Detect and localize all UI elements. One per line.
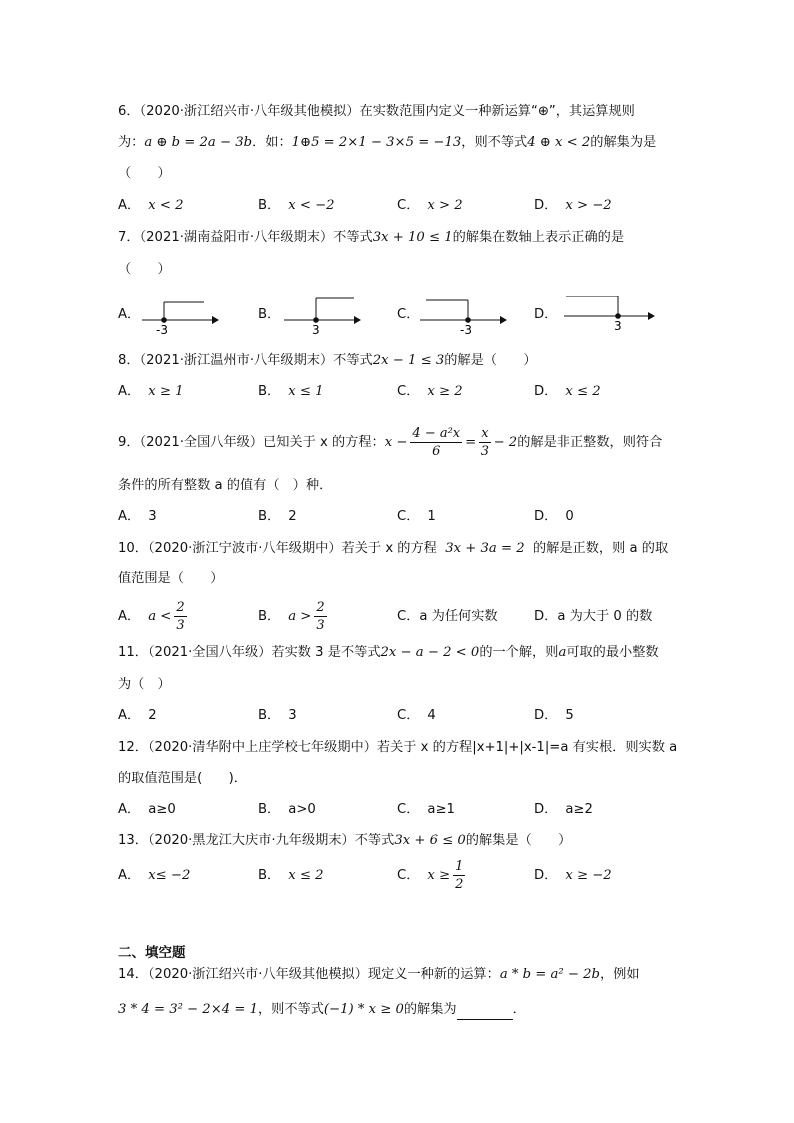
q10-line1 bbox=[118, 539, 668, 559]
q8-line1 bbox=[118, 351, 537, 371]
option-key: A． bbox=[118, 868, 141, 883]
numerator: x bbox=[481, 425, 489, 441]
q9-equals: = bbox=[465, 435, 477, 450]
option-key: C． bbox=[397, 198, 420, 213]
denominator: 3 bbox=[316, 617, 325, 633]
option-value: 3 bbox=[148, 509, 157, 524]
q14-text: ，则不等式 bbox=[257, 1002, 324, 1017]
option-value: a < bbox=[148, 609, 172, 624]
option-value: x ≤ 2 bbox=[288, 868, 324, 883]
q13-option-b[interactable] bbox=[258, 856, 324, 896]
option-value: x > −2 bbox=[565, 198, 612, 213]
q6-text: ．如： bbox=[252, 135, 292, 150]
q11-options bbox=[118, 706, 678, 726]
q11-option-d[interactable] bbox=[534, 706, 574, 726]
q13-option-d[interactable] bbox=[534, 856, 612, 896]
q7-d-tick-label: 3 bbox=[614, 319, 622, 333]
option-key: C． bbox=[397, 868, 420, 883]
q10-equation: 3x + 3a = 2 bbox=[445, 541, 525, 556]
option-value: 5 bbox=[565, 708, 574, 723]
q13-line1 bbox=[118, 831, 571, 851]
option-key: B． bbox=[258, 708, 281, 723]
q11-text: 可取的最小整数 bbox=[566, 645, 659, 660]
option-key: C． bbox=[397, 509, 420, 524]
option-key: A． bbox=[118, 509, 141, 524]
q6-option-c[interactable] bbox=[397, 196, 463, 216]
q10-option-d[interactable]: D．a 为大于 0 的数 bbox=[534, 609, 653, 624]
option-key: D． bbox=[534, 509, 558, 524]
q14-inequality: (−1) * x ≥ 0 bbox=[323, 1002, 404, 1017]
q8-option-c[interactable] bbox=[397, 382, 463, 402]
q10-b-fraction bbox=[314, 599, 326, 634]
q7-a-tick-label: -3 bbox=[156, 323, 168, 336]
q9-text: 9．（2021·全国八年级）已知关于 x 的方程： bbox=[118, 435, 385, 450]
option-value: 2 bbox=[148, 708, 157, 723]
q12-line2: 的取值范围是( )． bbox=[118, 771, 247, 786]
option-value: 2 bbox=[288, 509, 297, 524]
option-value: x ≤ 1 bbox=[288, 384, 324, 399]
q11-variable: a bbox=[558, 645, 567, 660]
option-key: A． bbox=[118, 708, 141, 723]
q9-line2: 条件的所有整数 a 的值有（ ）种． bbox=[118, 478, 333, 493]
q11-option-b[interactable] bbox=[258, 706, 297, 726]
q12-option-a[interactable] bbox=[118, 800, 176, 820]
numerator: 4 − a²x bbox=[412, 425, 461, 441]
q13-c-fraction bbox=[453, 858, 465, 893]
option-key: D． bbox=[534, 198, 558, 213]
q12-option-b[interactable] bbox=[258, 800, 316, 820]
option-value: x < 2 bbox=[148, 198, 184, 213]
q7-number-line-c bbox=[418, 296, 510, 336]
q10-option-c[interactable]: C．a 为任何实数 bbox=[397, 609, 498, 624]
q6-text: 为： bbox=[118, 135, 145, 150]
q14-example: 3 * 4 = 3² − 2×4 = 1 bbox=[118, 1002, 258, 1017]
q9-option-a[interactable] bbox=[118, 507, 157, 527]
q6-option-b[interactable] bbox=[258, 196, 335, 216]
q6-inequality: 4 ⊕ x < 2 bbox=[527, 135, 591, 150]
q11-option-c[interactable] bbox=[397, 706, 436, 726]
q6-text: 的解集为是 bbox=[590, 135, 657, 150]
q12-options bbox=[118, 800, 678, 820]
q7-number-line-d bbox=[562, 296, 658, 336]
q9-line1 bbox=[118, 424, 662, 462]
q6-options bbox=[118, 196, 678, 216]
option-value: 0 bbox=[565, 509, 574, 524]
option-value: x ≥ 1 bbox=[148, 384, 184, 399]
option-value: 1 bbox=[427, 509, 436, 524]
q7-inequality: 3x + 10 ≤ 1 bbox=[372, 230, 453, 245]
q8-option-b[interactable] bbox=[258, 382, 324, 402]
q13-option-a[interactable] bbox=[118, 856, 190, 896]
q10-line2: 值范围是（ ） bbox=[118, 571, 224, 586]
option-key: B． bbox=[258, 384, 281, 399]
q6-option-a[interactable] bbox=[118, 196, 183, 216]
option-key: C． bbox=[397, 708, 420, 723]
q14-period: ． bbox=[512, 1002, 526, 1017]
q9-option-d[interactable] bbox=[534, 507, 574, 527]
q7-text: 的解集在数轴上表示正确的是 bbox=[452, 230, 625, 245]
q10-text: 的解是正数，则 a 的取 bbox=[533, 541, 669, 556]
option-key: D． bbox=[534, 384, 558, 399]
option-value: a≥0 bbox=[148, 802, 176, 817]
option-key: B． bbox=[258, 198, 281, 213]
option-key: A． bbox=[118, 802, 141, 817]
q8-option-d[interactable] bbox=[534, 382, 601, 402]
q6-option-d[interactable] bbox=[534, 196, 612, 216]
q14-text: 14．（2020·浙江绍兴市·八年级其他模拟）现定义一种新的运算： bbox=[118, 967, 500, 982]
option-value: x ≥ bbox=[427, 868, 451, 883]
option-key: B． bbox=[258, 509, 281, 524]
q13-text: 的解集是（ ） bbox=[465, 833, 572, 848]
q11-line2: 为（ ） bbox=[118, 677, 171, 692]
q6-example: 1⊕5 = 2×1 − 3×5 = −13 bbox=[291, 135, 462, 150]
q8-text: 的解是（ ） bbox=[444, 353, 537, 368]
q14-definition: a * b = a² − 2b bbox=[499, 967, 600, 982]
option-value: 4 bbox=[427, 708, 436, 723]
q7-c-tick-label: -3 bbox=[460, 323, 472, 336]
q14-line2 bbox=[118, 1000, 526, 1020]
option-key: B． bbox=[258, 868, 281, 883]
q10-text: 10．（2020·浙江宁波市·八年级期中）若关于 x 的方程 bbox=[118, 541, 437, 556]
q9-option-c[interactable] bbox=[397, 507, 436, 527]
option-value: x > 2 bbox=[427, 198, 463, 213]
q14-line1 bbox=[118, 965, 640, 985]
option-value: a≥1 bbox=[427, 802, 455, 817]
q12-option-c[interactable] bbox=[397, 800, 455, 820]
q12-line1: 12．（2020·清华附中上庄学校七年级期中）若关于 x 的方程|x+1|+|x-1|=a 有实根．则实数 a bbox=[118, 740, 678, 755]
option-key: A． bbox=[118, 384, 141, 399]
q8-text: 8．（2021·浙江温州市·八年级期末）不等式 bbox=[118, 353, 373, 368]
q14-text: 的解集为 bbox=[403, 1002, 457, 1017]
q13-text: 13．（2020·黑龙江大庆市·九年级期末）不等式 bbox=[118, 833, 395, 848]
option-key: D． bbox=[534, 802, 558, 817]
q9-text: 的解是非正整数，则符合 bbox=[517, 435, 663, 450]
option-key: D． bbox=[534, 307, 558, 322]
option-key: B． bbox=[258, 307, 281, 322]
numerator: 1 bbox=[455, 858, 464, 874]
q6-line2 bbox=[118, 133, 656, 153]
option-key: A． bbox=[118, 609, 141, 624]
q11-inequality: 2x − a − 2 < 0 bbox=[380, 645, 480, 660]
option-value: a>0 bbox=[288, 802, 316, 817]
q11-text: 11．（2021·全国八年级）若实数 3 是不等式 bbox=[118, 645, 381, 660]
q9-option-b[interactable] bbox=[258, 507, 297, 527]
denominator: 3 bbox=[176, 617, 185, 633]
q9-eq-part: − 2 bbox=[493, 435, 518, 450]
q7-answer-paren: （ ） bbox=[118, 262, 171, 277]
q11-text: 的一个解，则 bbox=[479, 645, 559, 660]
q8-inequality: 2x − 1 ≤ 3 bbox=[372, 353, 445, 368]
option-key: B． bbox=[258, 609, 281, 624]
option-value: x≤ −2 bbox=[148, 868, 191, 883]
q6-answer-paren: （ ） bbox=[118, 166, 171, 181]
option-key: B． bbox=[258, 802, 281, 817]
q7-text: 7．（2021·湖南益阳市·八年级期末）不等式 bbox=[118, 230, 373, 245]
option-key: D． bbox=[534, 708, 558, 723]
q14-answer-blank[interactable] bbox=[457, 1005, 513, 1020]
q13-option-c[interactable] bbox=[397, 856, 468, 896]
q11-option-a[interactable] bbox=[118, 706, 157, 726]
q8-options bbox=[118, 382, 678, 402]
q6-rule: a ⊕ b = 2a − 3b bbox=[144, 135, 253, 150]
q7-number-line-b bbox=[282, 296, 364, 336]
q10-option-b[interactable] bbox=[258, 597, 330, 637]
q14-text: ，例如 bbox=[599, 967, 640, 982]
q6-stem: 6．（2020·浙江绍兴市·八年级其他模拟）在实数范围内定义一种新运算“⊕”，其运算规则 bbox=[118, 104, 635, 119]
q10-options bbox=[118, 597, 678, 637]
q7-line1 bbox=[118, 228, 624, 248]
q10-option-a[interactable] bbox=[118, 597, 190, 637]
q12-option-d[interactable] bbox=[534, 800, 593, 820]
q13-options bbox=[118, 856, 678, 896]
q11-line1 bbox=[118, 643, 659, 663]
q7-number-line-a bbox=[140, 296, 222, 336]
section-heading: 二、填空题 bbox=[118, 945, 186, 961]
denominator: 2 bbox=[455, 876, 464, 892]
q13-inequality: 3x + 6 ≤ 0 bbox=[394, 833, 466, 848]
q10-a-fraction bbox=[174, 599, 186, 634]
option-key: C． bbox=[397, 307, 420, 322]
q9-options bbox=[118, 507, 678, 527]
q7-option-d[interactable] bbox=[534, 305, 565, 325]
numerator: 2 bbox=[176, 599, 185, 615]
q7-b-tick-label: 3 bbox=[312, 323, 320, 336]
option-value: x < −2 bbox=[288, 198, 335, 213]
option-value: x ≥ −2 bbox=[565, 868, 612, 883]
option-key: A． bbox=[118, 198, 141, 213]
option-value: x ≥ 2 bbox=[427, 384, 463, 399]
q6-line1 bbox=[118, 102, 635, 122]
option-key: C． bbox=[397, 802, 420, 817]
option-key: A． bbox=[118, 307, 141, 322]
option-value: a > bbox=[288, 609, 312, 624]
q9-fraction-1 bbox=[410, 425, 462, 460]
numerator: 2 bbox=[316, 599, 325, 615]
option-value: a≥2 bbox=[565, 802, 593, 817]
denominator: 3 bbox=[480, 443, 490, 459]
q8-option-a[interactable] bbox=[118, 382, 183, 402]
q9-fraction-2 bbox=[479, 425, 490, 460]
q9-eq-part: x − bbox=[384, 435, 408, 450]
option-value: 3 bbox=[288, 708, 297, 723]
option-key: C． bbox=[397, 384, 420, 399]
q6-text: ，则不等式 bbox=[461, 135, 528, 150]
option-value: x ≤ 2 bbox=[565, 384, 601, 399]
option-key: D． bbox=[534, 868, 558, 883]
denominator: 6 bbox=[432, 443, 441, 459]
